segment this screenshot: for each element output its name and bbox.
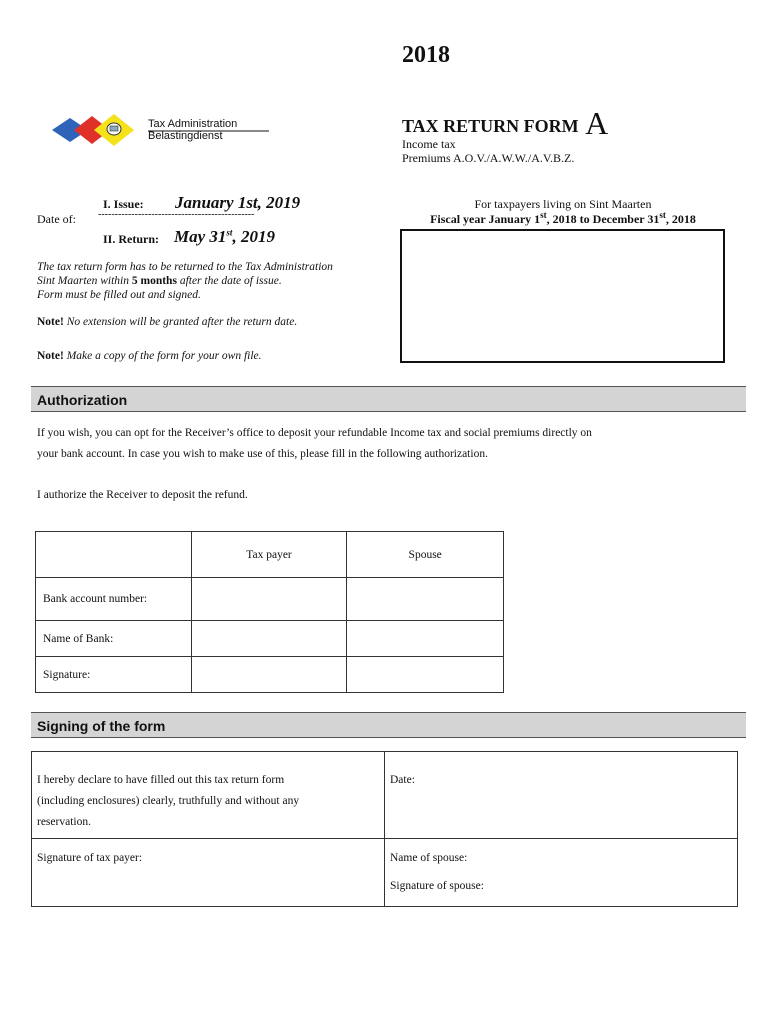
instruction-line-2-start: Sint Maarten within xyxy=(37,275,132,287)
taxpayers-location: For taxpayers living on Sint Maarten xyxy=(474,197,652,211)
row-label-bank-account: Bank account number: xyxy=(36,578,192,621)
bank-name-taxpayer-field[interactable] xyxy=(191,621,347,657)
bank-account-spouse-field[interactable] xyxy=(347,578,504,621)
fiscal-sup-2: st xyxy=(659,210,666,220)
fiscal-start: Fiscal year January 1 xyxy=(430,212,541,226)
row-label-bank-name: Name of Bank: xyxy=(36,621,192,657)
fiscal-end: , 2018 to December 31 xyxy=(546,212,660,226)
authorization-para-line-2: your bank account. In case you wish to make use of this, please fill in the following authorization. xyxy=(37,448,488,460)
subtitle-income-tax: Income tax xyxy=(402,137,456,151)
note-label: Note! xyxy=(37,316,64,328)
return-date xyxy=(174,227,275,247)
issue-date: January 1st, 2019 xyxy=(175,193,301,212)
col-spouse: Spouse xyxy=(347,532,504,578)
form-letter: A xyxy=(585,105,609,141)
note-extension xyxy=(37,316,297,328)
note-copy xyxy=(37,350,262,362)
table-row xyxy=(36,621,504,657)
note-extension-text: No extension will be granted after the return date. xyxy=(63,316,298,328)
instruction-line-1: The tax return form has to be returned to the Tax Administration xyxy=(37,261,333,273)
logo-line-2: Belastingdienst xyxy=(148,130,223,142)
table-row xyxy=(36,578,504,621)
bank-account-taxpayer-field[interactable] xyxy=(191,578,347,621)
col-taxpayer: Tax payer xyxy=(191,532,347,578)
authorization-para-line-1: If you wish, you can opt for the Receiver’s office to deposit your refundable Income tax and social premiums directly on xyxy=(37,427,592,439)
declaration xyxy=(37,770,299,833)
date-field[interactable]: Date: xyxy=(390,774,415,786)
authorization-table xyxy=(35,531,504,693)
note-label: Note! xyxy=(37,350,64,362)
logo-line-1: Tax Administration xyxy=(148,118,238,130)
return-label: II. Return: xyxy=(103,232,159,246)
issue-label: I. Issue: xyxy=(103,197,144,211)
subtitle-premiums: Premiums A.O.V./A.W.W./A.V.B.Z. xyxy=(402,151,575,165)
instruction-line-3: Form must be filled out and signed. xyxy=(37,289,201,301)
fiscal-sup-1: st xyxy=(540,210,547,220)
instruction-line-2-end: after the date of issue. xyxy=(176,275,282,287)
taxpayer-address-box[interactable] xyxy=(400,229,725,363)
date-of-label: Date of: xyxy=(37,212,76,226)
form-year: 2018 xyxy=(402,42,450,68)
note-copy-text: Make a copy of the form for your own file. xyxy=(63,350,262,362)
authorize-statement: I authorize the Receiver to deposit the refund. xyxy=(37,489,248,501)
form-title-text: TAX RETURN FORM xyxy=(402,116,579,136)
declaration-line-2: (including enclosures) clearly, truthfully and without any xyxy=(37,795,300,807)
table-corner-cell xyxy=(36,532,192,578)
signature-taxpayer-field[interactable] xyxy=(191,657,347,693)
signature-spouse-field[interactable] xyxy=(347,657,504,693)
table-row xyxy=(36,657,504,693)
form-subtitle xyxy=(402,137,574,165)
declaration-line-3: reservation. xyxy=(37,816,91,828)
signing-divider-horizontal xyxy=(31,838,738,839)
declaration-line-1: I hereby declare to have filled out this tax return form xyxy=(37,774,285,786)
instruction-line-2 xyxy=(37,274,333,288)
table-header-row xyxy=(36,532,504,578)
logo-text xyxy=(148,119,237,142)
signing-heading: Signing of the form xyxy=(31,712,746,738)
fiscal-year xyxy=(402,212,724,227)
authorization-heading: Authorization xyxy=(31,386,746,412)
spouse-signature-field[interactable]: Signature of spouse: xyxy=(390,880,484,892)
row-label-signature: Signature: xyxy=(36,657,192,693)
bank-name-spouse-field[interactable] xyxy=(347,621,504,657)
instruction-deadline: 5 months xyxy=(131,275,177,287)
return-date-sup: st xyxy=(226,227,233,238)
return-date-main: May 31 xyxy=(174,227,227,246)
fiscal-year-end: , 2018 xyxy=(665,212,696,226)
signing-divider-vertical xyxy=(384,751,385,907)
taxpayer-signature-field[interactable]: Signature of tax payer: xyxy=(37,852,143,864)
instructions xyxy=(37,260,333,302)
date-separator: ----------------------------------------------- xyxy=(98,209,255,220)
return-date-year: , 2019 xyxy=(232,227,275,246)
spouse-name-field[interactable]: Name of spouse: xyxy=(390,852,468,864)
